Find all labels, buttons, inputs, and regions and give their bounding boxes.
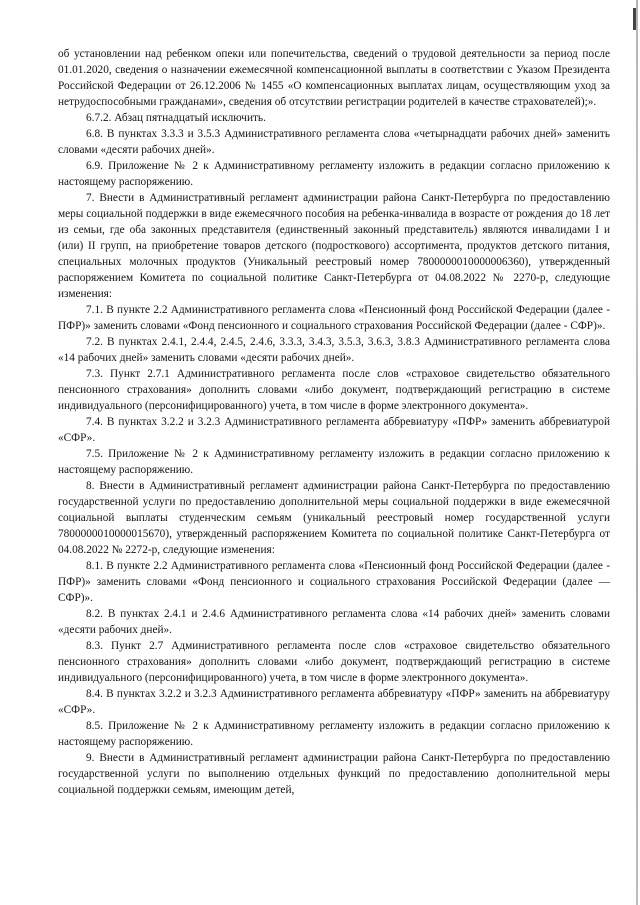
paragraph-6-7-2: 6.7.2. Абзац пятнадцатый исключить. (86, 112, 266, 124)
paragraph-continuation: об установлении над ребенком опеки или попечительства, сведений о трудовой деятельности за период после 01.01.2020, сведения о назначении ежемесячной компенсационной выплаты в соответствии с Указом Президента Российской Федерации от 26.12.2006 № 1455 «О компенсационных выплатах лицам, осуществляющим уход за нетрудоспособными гражданами», сведения об отсутствии регистрации родителей в качестве страхователей);». (58, 48, 610, 108)
paragraph-9: 9. Внести в Административный регламент администрации района Санкт-Петербурга по предоставлению государственной услуги по выполнению отдельных функций по предоставлению дополнительной меры социальной поддержки семьям, имеющим детей, (58, 752, 610, 796)
paragraph-7-4: 7.4. В пунктах 3.2.2 и 3.2.3 Административного регламента аббревиатуру «ПФР» заменить аббревиатурой «СФР». (58, 416, 610, 444)
paragraph-8-4: 8.4. В пунктах 3.2.2 и 3.2.3 Административного регламента аббревиатуру «ПФР» заменить на аббревиатуру «СФР». (58, 688, 610, 716)
scan-edge-border (636, 0, 638, 905)
paragraph-7-1: 7.1. В пункте 2.2 Административного регламента слова «Пенсионный фонд Российской Федерации (далее - ПФР)» заменить словами «Фонд пенсионного и социального страхования Российской Федерации (далее - СФР)». (58, 304, 610, 332)
paragraph-8-2: 8.2. В пунктах 2.4.1 и 2.4.6 Административного регламента слова «14 рабочих дней» заменить словами «десяти рабочих дней». (58, 608, 610, 636)
paragraph-7-2: 7.2. В пунктах 2.4.1, 2.4.4, 2.4.5, 2.4.6, 3.3.3, 3.4.3, 3.5.3, 3.6.3, 3.8.3 Административного регламента слова «14 рабочих дней» заменить словами «десяти рабочих дней». (58, 336, 610, 364)
paragraph-8-1: 8.1. В пункте 2.2 Административного регламента слова «Пенсионный фонд Российской Федерации (далее - ПФР)» заменить словами «Фонд пенсионного и социального страхования Российской Федерации (далее — СФР)». (58, 560, 610, 604)
paragraph-6-9: 6.9. Приложение № 2 к Административному регламенту изложить в редакции согласно приложению к настоящему распоряжению. (58, 160, 610, 188)
paragraph-7-3: 7.3. Пункт 2.7.1 Административного регламента после слов «страховое свидетельство обязательного пенсионного страхования» дополнить словами «либо документ, подтверждающий регистрацию в системе индивидуального (персонифицированного) учета, в том числе в форме электронного документа». (58, 368, 610, 412)
paragraph-7-5: 7.5. Приложение № 2 к Административному регламенту изложить в редакции согласно приложению к настоящему распоряжению. (58, 448, 610, 476)
paragraph-8-3: 8.3. Пункт 2.7 Административного регламента после слов «страховое свидетельство обязательного пенсионного страхования» дополнить словами «либо документ, подтверждающий регистрацию в системе индивидуального (персонифицированного) учета, в том числе в форме электронного документа». (58, 640, 610, 684)
document-body (58, 46, 610, 798)
paragraph-8-5: 8.5. Приложение № 2 к Административному регламенту изложить в редакции согласно приложению к настоящему распоряжению. (58, 720, 610, 748)
paragraph-8: 8. Внести в Административный регламент администрации района Санкт-Петербурга по предоставлению государственной услуги по предоставлению дополнительной меры социальной поддержки в виде ежемесячной социальной выплаты студенческим семьям (уникальный реестровый номер государственной услуги 7800000010000015670), утвержденный распоряжением Комитета по социальной политике Санкт-Петербурга от 04.08.2022 № 2272-р, следующие изменения: (58, 480, 610, 556)
paragraph-6-8: 6.8. В пунктах 3.3.3 и 3.5.3 Административного регламента слова «четырнадцати рабочих дней» заменить словами «десяти рабочих дней». (58, 128, 610, 156)
paragraph-7: 7. Внести в Административный регламент администрации района Санкт-Петербурга по предоставлению меры социальной поддержки в виде ежемесячного пособия на ребенка-инвалида в возрасте от рождения до 18 лет из семьи, где оба законных представителя (единственный законный представитель) являются инвалидами I и (или) II групп, на приобретение товаров детского (подросткового) ассортимента, продуктов детского питания, специальных молочных продуктов (Уникальный реестровый номер 7800000010000006360), утвержденный распоряжением Комитета по социальной политике Санкт-Петербурга от 04.08.2022 № 2270-р, следующие изменения: (58, 192, 610, 300)
